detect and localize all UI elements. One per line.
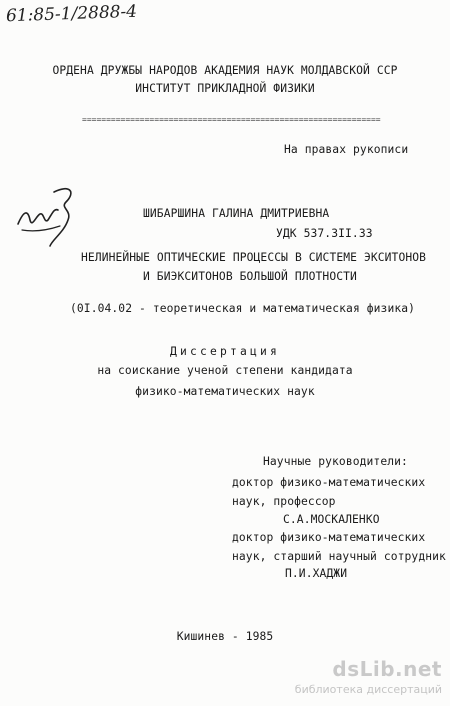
manuscript-note: На правах рукописи [284, 143, 409, 156]
supervisor-2-name: П.И.ХАДЖИ [285, 567, 348, 580]
title-line-1: НЕЛИНЕЙНЫЕ ОПТИЧЕСКИЕ ПРОЦЕССЫ В СИСТЕМЕ ЭКСИТОНОВ [81, 251, 427, 264]
supervisor-2-title: наук, старший научный сотрудник [232, 550, 446, 563]
watermark [295, 657, 442, 696]
title-line-2: И БИЭКСИТОНОВ БОЛЬШОЙ ПЛОТНОСТИ [143, 270, 357, 283]
supervisor-2-degree: доктор физико-математических [232, 531, 426, 544]
thesis-degree-line-2: физико-математических наук [135, 385, 315, 398]
place-year: Кишинев - 1985 [176, 630, 274, 643]
specialty-code: (0I.04.02 - теоретическая и математическая физика) [70, 302, 416, 315]
supervisor-1-degree: доктор физико-математических [232, 476, 426, 489]
author-signature [14, 180, 84, 250]
watermark-logo: dsLib.net [332, 657, 442, 681]
supervisors-heading: Научные руководители: [263, 455, 408, 468]
udc-code: УДК 537.3II.33 [276, 227, 373, 240]
separator-rule: ============================================================== [82, 115, 381, 124]
supervisor-1-name: С.А.МОСКАЛЕНКО [283, 513, 380, 526]
supervisor-1-title: наук, профессор [232, 495, 336, 508]
watermark-tagline: библиотека диссертаций [294, 683, 442, 696]
thesis-heading: Диссертация [169, 345, 280, 358]
org-line-2: ИНСТИТУТ ПРИКЛАДНОЙ ФИЗИКИ [135, 82, 315, 95]
author-name: ШИБАРШИНА ГАЛИНА ДМИТРИЕВНА [143, 207, 330, 220]
org-line-1: ОРДЕНА ДРУЖБЫ НАРОДОВ АКАДЕМИЯ НАУК МОЛДАВСКОЙ ССР [52, 64, 398, 77]
thesis-degree-line-1: на соискание ученой степени кандидата [97, 364, 353, 377]
archive-number: 61:85-1/2888-4 [5, 1, 138, 27]
